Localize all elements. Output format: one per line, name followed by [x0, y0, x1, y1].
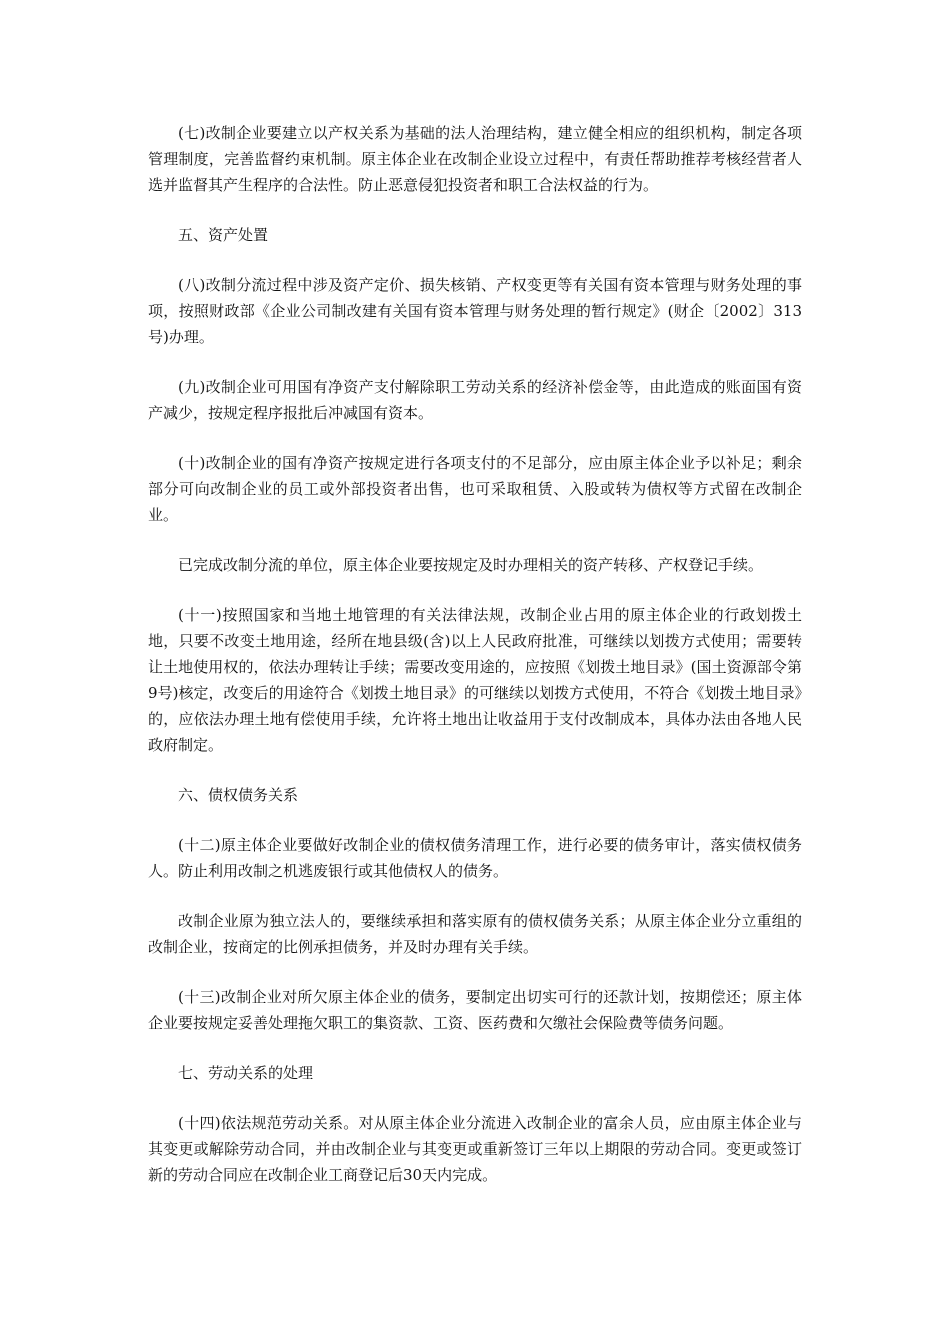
paragraph-clause-8: (八)改制分流过程中涉及资产定价、损失核销、产权变更等有关国有资本管理与财务处理的事项，按照财政部《企业公司制改建有关国有资本管理与财务处理的暂行规定》(财企〔2002〕313号)办理。: [148, 276, 802, 346]
section-heading-debt-relations: 六、债权债务关系: [178, 786, 299, 804]
paragraph-clause-14: (十四)依法规范劳动关系。对从原主体企业分流进入改制企业的富余人员，应由原主体企业与其变更或解除劳动合同，并由改制企业与其变更或重新签订三年以上期限的劳动合同。变更或签订新的劳动合同应在改制企业工商登记后30天内完成。: [148, 1114, 802, 1184]
paragraph-independent-legal-person: 改制企业原为独立法人的，要继续承担和落实原有的债权债务关系；从原主体企业分立重组的改制企业，按商定的比例承担债务，并及时办理有关手续。: [148, 912, 802, 956]
section-heading-labor-relations: 七、劳动关系的处理: [178, 1064, 314, 1082]
paragraph-clause-11: (十一)按照国家和当地土地管理的有关法律法规，改制企业占用的原主体企业的行政划拨土地，只要不改变土地用途，经所在地县级(含)以上人民政府批准，可继续以划拨方式使用；需要转让土地使用权的，依法办理转让手续；需要改变用途的，应按照《划拨土地目录》(国土资源部令第9号)核定，改变后的用途符合《划拨土地目录》的可继续以划拨方式使用，不符合《划拨土地目录》的，应依法办理土地有偿使用手续，允许将土地出让收益用于支付改制成本，具体办法由各地人民政府制定。: [148, 606, 802, 754]
paragraph-clause-10: (十)改制企业的国有净资产按规定进行各项支付的不足部分，应由原主体企业予以补足；剩余部分可向改制企业的员工或外部投资者出售，也可采取租赁、入股或转为债权等方式留在改制企业。: [148, 454, 802, 524]
paragraph-clause-12: (十二)原主体企业要做好改制企业的债权债务清理工作，进行必要的债务审计，落实债权债务人。防止利用改制之机逃废银行或其他债权人的债务。: [148, 836, 802, 880]
document-body: [148, 120, 802, 1212]
paragraph-completed-units: 已完成改制分流的单位，原主体企业要按规定及时办理相关的资产转移、产权登记手续。: [178, 556, 764, 574]
section-heading-asset-disposal: 五、资产处置: [178, 226, 269, 244]
paragraph-clause-7: (七)改制企业要建立以产权关系为基础的法人治理结构，建立健全相应的组织机构，制定各项管理制度，完善监督约束机制。原主体企业在改制企业设立过程中，有责任帮助推荐考核经营者人选并监督其产生程序的合法性。防止恶意侵犯投资者和职工合法权益的行为。: [148, 124, 802, 194]
paragraph-clause-13: (十三)改制企业对所欠原主体企业的债务，要制定出切实可行的还款计划，按期偿还；原主体企业要按规定妥善处理拖欠职工的集资款、工资、医药费和欠缴社会保险费等债务问题。: [148, 988, 802, 1032]
paragraph-clause-9: (九)改制企业可用国有净资产支付解除职工劳动关系的经济补偿金等，由此造成的账面国有资产减少，按规定程序报批后冲减国有资本。: [148, 378, 802, 422]
